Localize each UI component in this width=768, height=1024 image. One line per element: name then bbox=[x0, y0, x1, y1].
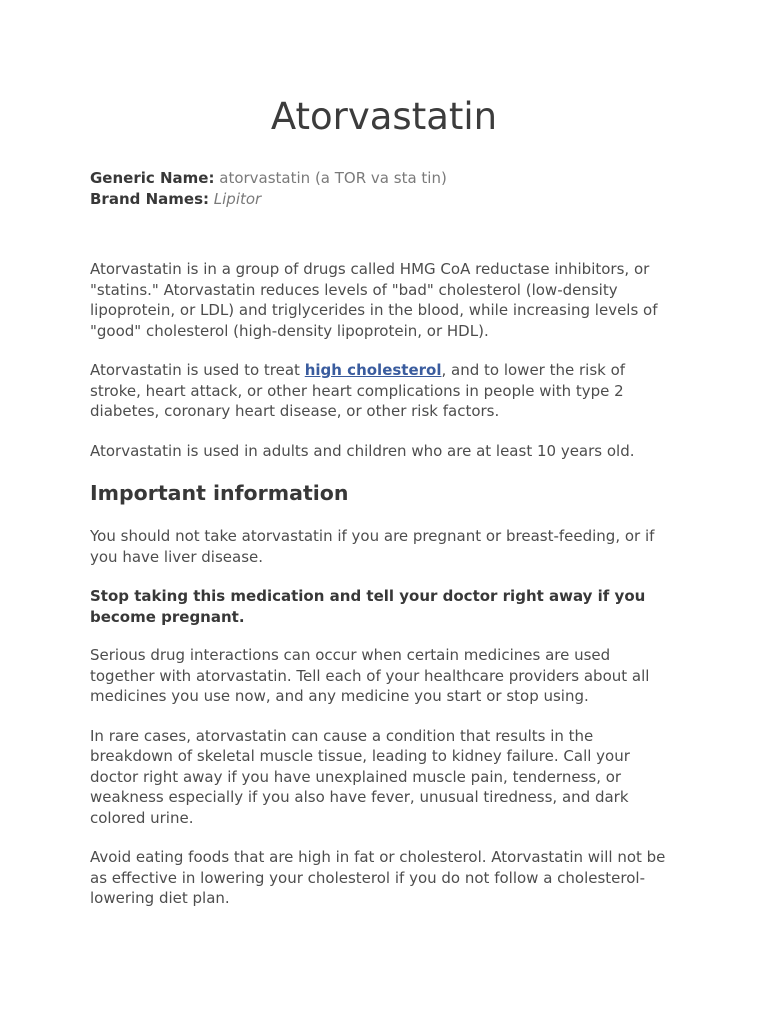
document-body bbox=[90, 168, 674, 928]
important-paragraph-contraindications: You should not take atorvastatin if you are pregnant or breast-feeding, or if you have liver disease. bbox=[90, 527, 655, 566]
uses-text-before-link: Atorvastatin is used to treat bbox=[90, 361, 305, 379]
high-cholesterol-link[interactable]: high cholesterol bbox=[304, 361, 442, 379]
intro-paragraph-age: Atorvastatin is used in adults and children who are at least 10 years old. bbox=[90, 441, 635, 460]
important-paragraph-diet: Avoid eating foods that are high in fat or cholesterol. Atorvastatin will not be as effective in lowering your cholesterol if you do not follow a cholesterol-lowering diet plan. bbox=[90, 848, 666, 907]
brand-names-line bbox=[90, 189, 674, 210]
brand-names-value: Lipitor bbox=[213, 189, 262, 208]
drug-names-block bbox=[90, 168, 674, 209]
generic-name-line bbox=[90, 168, 674, 189]
important-warning-pregnancy: Stop taking this medication and tell your doctor right away if you become pregnant. bbox=[90, 587, 646, 626]
intro-paragraph-description: Atorvastatin is in a group of drugs called HMG CoA reductase inhibitors, or "statins." Atorvastatin reduces levels of "bad" cholesterol (low-density lipoprotein, or LDL) and triglycerides in the blood, while increasing levels of "good" cholesterol (high-density lipoprotein, or HDL). bbox=[90, 260, 658, 340]
generic-name-label: Generic Name: bbox=[90, 169, 215, 187]
intro-section bbox=[90, 259, 674, 461]
uses-text-after-link: , and to lower the risk of stroke, heart attack, or other heart complications in people with type 2 diabetes, coronary heart disease, or other risk factors. bbox=[90, 361, 626, 420]
intro-paragraph-uses bbox=[90, 360, 674, 422]
important-paragraph-muscle-risk: In rare cases, atorvastatin can cause a condition that results in the breakdown of skeletal muscle tissue, leading to kidney failure. Call your doctor right away if you have unexplained muscle pain, tenderness, or weakness especially if you also have fever, unusual tiredness, and dark colored urine. bbox=[90, 726, 630, 827]
page-title: Atorvastatin bbox=[270, 95, 498, 138]
section-heading-important: Important information bbox=[90, 481, 349, 505]
important-paragraph-interactions: Serious drug interactions can occur when certain medicines are used together with atorvastatin. Tell each of your healthcare providers about all medicines you use now, and any medicine you start or stop using. bbox=[90, 646, 650, 705]
generic-name-value: atorvastatin (a TOR va sta tin) bbox=[219, 169, 447, 187]
important-information-section bbox=[90, 480, 674, 909]
brand-names-label: Brand Names: bbox=[90, 189, 209, 208]
